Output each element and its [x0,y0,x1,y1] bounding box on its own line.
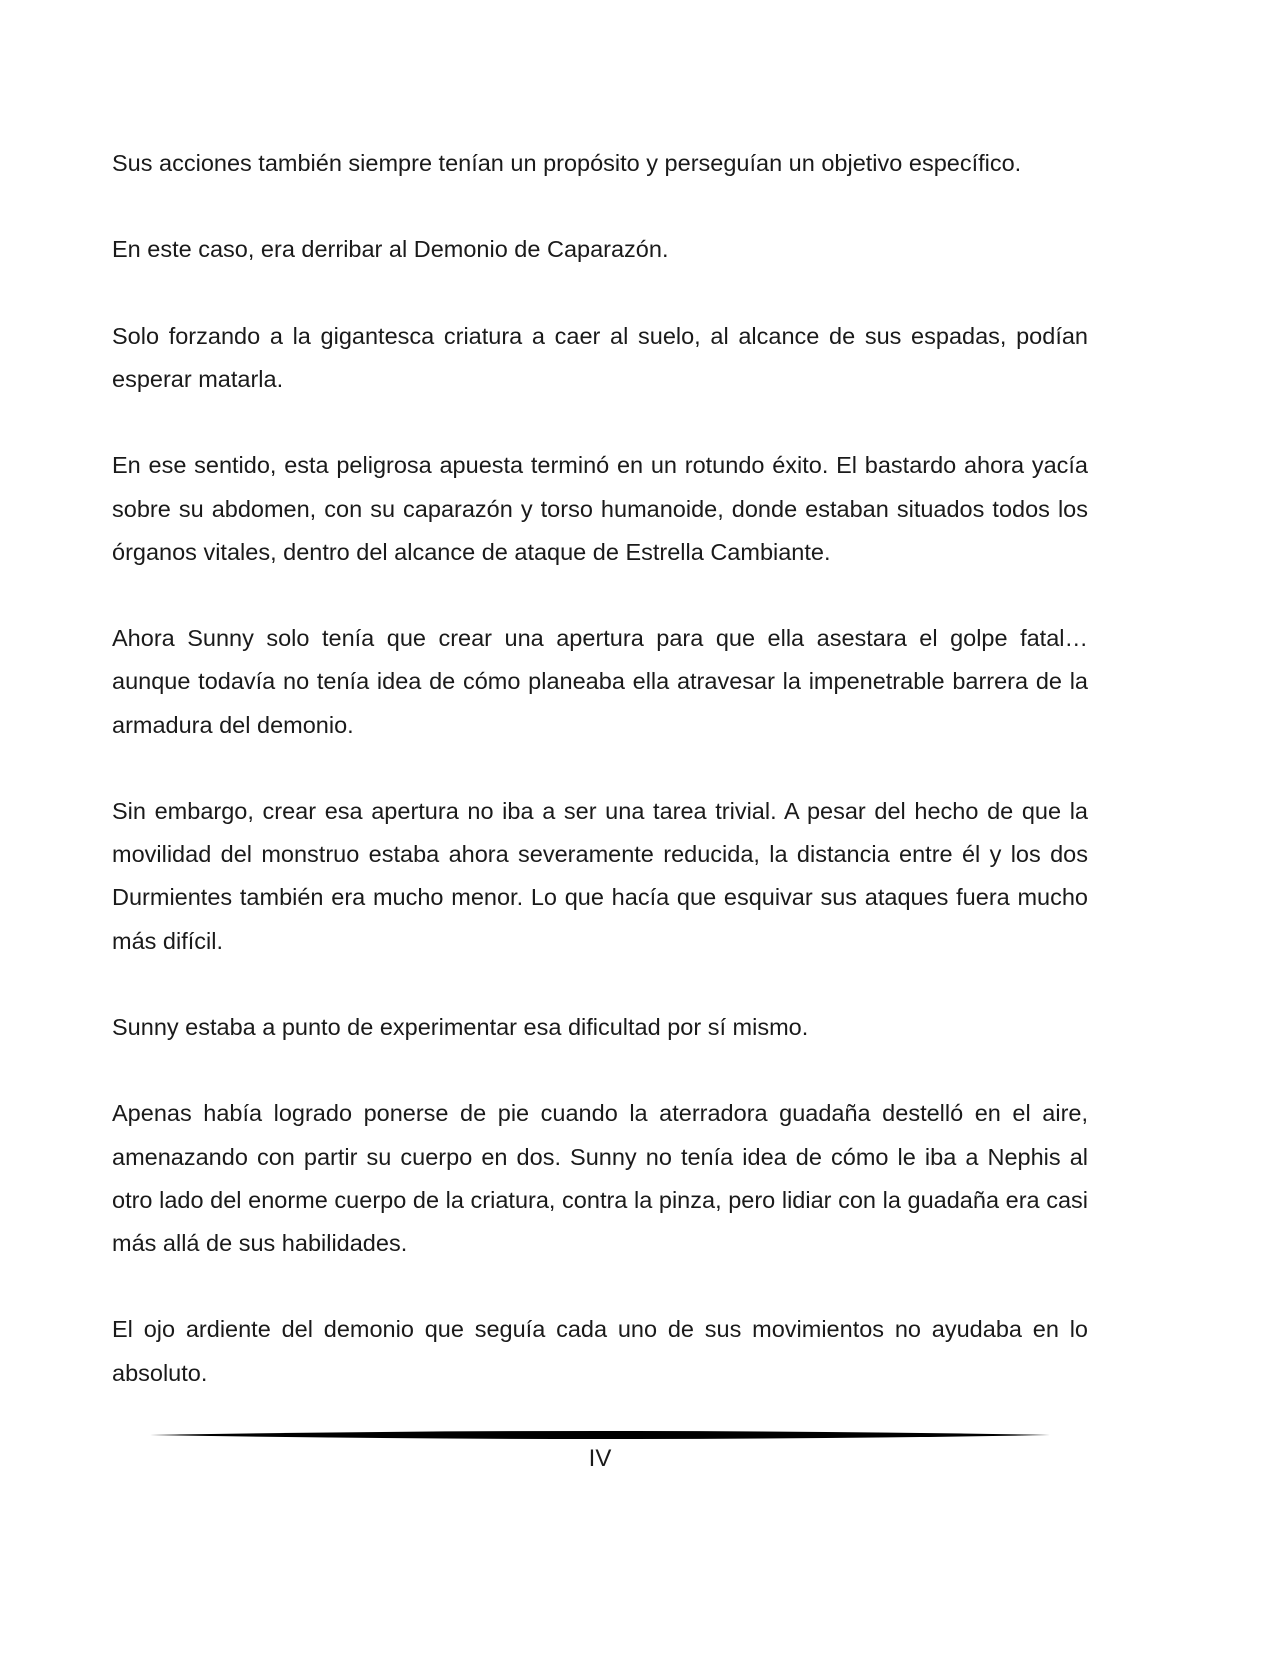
paragraph-1: Sus acciones también siempre tenían un propósito y perseguían un objetivo específico. [112,150,1022,176]
paragraph-3: Solo forzando a la gigantesca criatura a caer al suelo, al alcance de sus espadas, podían esperar matarla. [112,322,1088,392]
paragraph-2: En este caso, era derribar al Demonio de Caparazón. [112,236,669,263]
paragraph-6: Sin embargo, crear esa apertura no iba a ser una tarea trivial. A pesar del hecho de que la movilidad del monstruo estaba ahora severamente reducida, la distancia entre él y los dos Durmientes también era mucho menor. Lo que hacía que esquivar sus ataques fuera mucho más difícil. [112,797,1088,954]
paragraph-5: Ahora Sunny solo tenía que crear una apertura para que ella asestara el golpe fatal… aunque todavía no tenía idea de cómo planeaba ella atravesar la impenetrable barrera de la armadura del demonio. [112,625,1088,738]
section-divider [150,1428,1050,1442]
paragraph-7: Sunny estaba a punto de experimentar esa dificultad por sí mismo. [112,1013,809,1040]
paragraph-8: Apenas había logrado ponerse de pie cuando la aterradora guadaña destelló en el aire, amenazando con partir su cuerpo en dos. Sunny no tenía idea de cómo le iba a Nephis al otro lado del enorme cuerpo de la criatura, contra la pinza, pero lidiar con la guadaña era casi más allá de sus habilidades. [112,1100,1088,1256]
paragraph-9: El ojo ardiente del demonio que seguía cada uno de sus movimientos no ayudaba en lo absoluto. [112,1316,1088,1386]
paragraph-4: En ese sentido, esta peligrosa apuesta terminó en un rotundo éxito. El bastardo ahora yacía sobre su abdomen, con su caparazón y torso humanoide, donde estaban situados todos los órganos vitales, dentro del alcance de ataque de Estrella Cambiante. [112,452,1088,565]
divider-swash [150,1431,1050,1439]
body-text [112,142,1088,1395]
chapter-numeral: IV [588,1445,612,1472]
